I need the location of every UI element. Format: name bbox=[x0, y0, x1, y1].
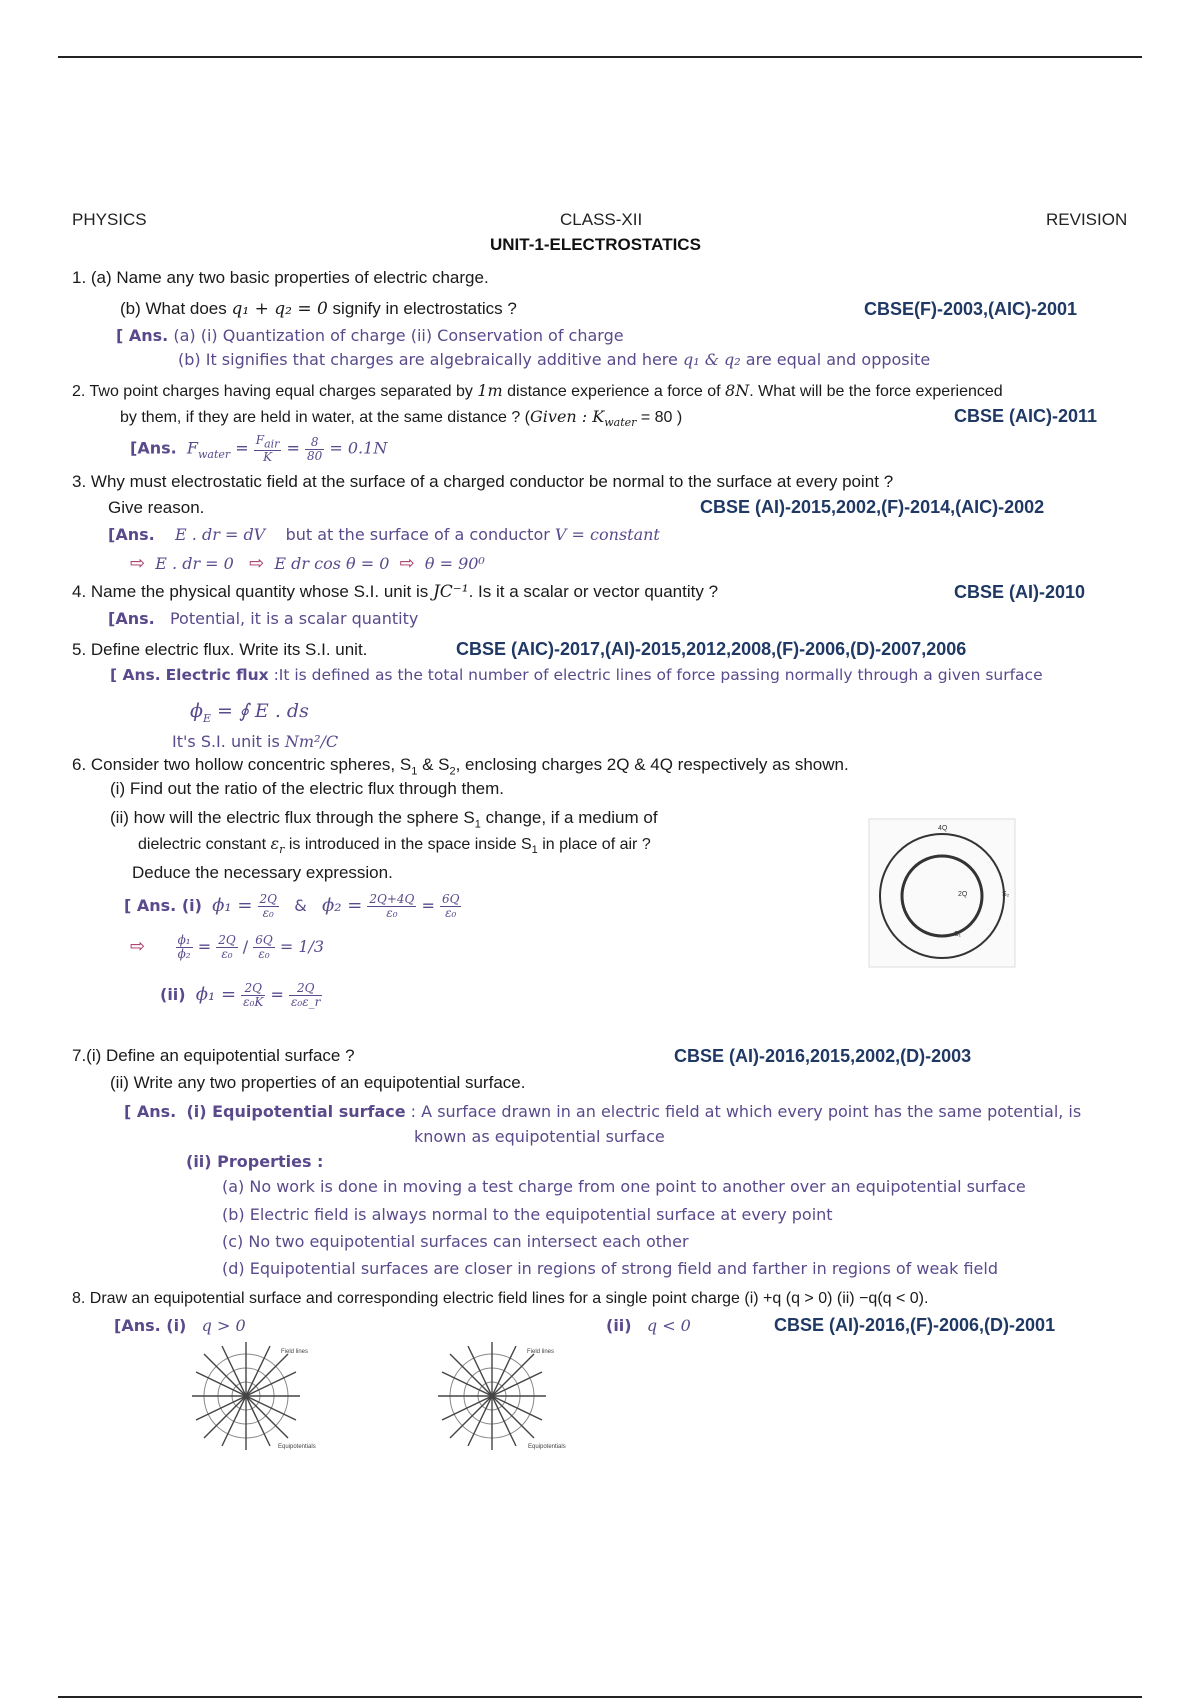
q6-ii1-sub: 1 bbox=[474, 818, 481, 831]
q8-question: 8. Draw an equipotential surface and corresponding electric field lines for a single point charge (i) +q (q > 0) (ii) −q(q < 0). bbox=[72, 1290, 929, 1307]
q7-ans-term: (i) Equipotential surface bbox=[186, 1102, 406, 1121]
field-lines-label: Field lines bbox=[281, 1349, 309, 1355]
q8-ii-label: (ii) bbox=[606, 1316, 632, 1335]
q6-frac-phi1-d: ε₀ bbox=[262, 906, 274, 920]
q6-frac-ii2-n: 2Q bbox=[289, 982, 322, 996]
q2-ref: CBSE (AIC)-2011 bbox=[954, 406, 1098, 426]
q3-ref: CBSE (AI)-2015,2002,(F)-2014,(AIC)-2002 bbox=[700, 497, 1045, 517]
q2-ans-f: F bbox=[186, 438, 198, 458]
q7-answer-i-line2: known as equipotential surface bbox=[414, 1127, 665, 1146]
q2-frac2 bbox=[305, 436, 324, 463]
q6-ii1-post: change, if a medium of bbox=[480, 808, 658, 827]
q1-b-pre: (b) What does bbox=[120, 299, 232, 318]
q6-ans-label: [ Ans. (i) bbox=[124, 896, 202, 915]
q2-frac1-n-sub: air bbox=[264, 437, 280, 451]
q5-phi: ϕ bbox=[190, 700, 203, 722]
q6-frac-ii2 bbox=[289, 982, 322, 1009]
q2-line2 bbox=[120, 407, 682, 429]
q2-l1-mid: distance experience a force of bbox=[502, 383, 726, 400]
q7-property-d: (d) Equipotential surfaces are closer in regions of strong field and farther in regions of weak field bbox=[222, 1259, 998, 1278]
q6-frac-phi1-n: 2Q bbox=[259, 892, 277, 906]
q7-property-a: (a) No work is done in moving a test charge from one point to another over an equipotential surface bbox=[222, 1177, 1026, 1196]
q5-ans-label: [ Ans. bbox=[110, 666, 161, 684]
equipotentials-label: Equipotentials bbox=[278, 1444, 316, 1450]
q2-l1-m2: 8N bbox=[725, 381, 750, 400]
q2-l2-sub: water bbox=[604, 416, 637, 430]
q6-deduce: Deduce the necessary expression. bbox=[132, 863, 393, 882]
q3-ans-label: [Ans. bbox=[108, 525, 155, 544]
q2-l1-m1: 1m bbox=[477, 381, 503, 400]
q5-formula bbox=[190, 700, 309, 725]
q5-unit-val: Nm²/C bbox=[284, 732, 339, 751]
q3-step2: E dr cos θ = 0 bbox=[274, 554, 390, 573]
q2-l1-post: . What will be the force experienced bbox=[749, 383, 1003, 400]
q2-line1 bbox=[72, 381, 1003, 401]
q3-step3: θ = 90⁰ bbox=[424, 554, 485, 573]
q6-answer-ratio: ⇨ $\frac{\text{ϕ₁}}{\text{ϕ₂}}$ = $\frac{2Q}{\text{ε₀}}$ / $\frac{6Q}{\text{ε₀}}$ = 1/3 bbox=[130, 933, 325, 961]
q6-ii2-pre: dielectric constant bbox=[138, 836, 271, 853]
q1-b-math: q₁ + q₂ = 0 bbox=[231, 299, 328, 319]
q5-formula-rest: = ∮ E . ds bbox=[210, 700, 309, 722]
q2-frac1-d: K bbox=[263, 450, 273, 465]
q6-result: = 1/3 bbox=[279, 937, 325, 956]
q1-part-a: 1. (a) Name any two basic properties of electric charge. bbox=[72, 268, 489, 287]
q7-answer-i-line1 bbox=[124, 1102, 1081, 1121]
q2-answer bbox=[130, 434, 387, 464]
q8-answer-ii bbox=[606, 1316, 691, 1335]
q7-properties-label: (ii) Properties : bbox=[186, 1152, 324, 1171]
q2-result: = 0.1N bbox=[329, 438, 388, 458]
q5-answer bbox=[110, 666, 1043, 684]
q1-ans-b-post: are equal and opposite bbox=[740, 350, 931, 369]
q5-question: 5. Define electric flux. Write its S.I. unit. bbox=[72, 640, 368, 659]
q1-ans-b-pre: (b) It signifies that charges are algebraically additive and here bbox=[178, 350, 683, 369]
q6-s2: 2 bbox=[449, 765, 456, 778]
q1-b-post: signify in electrostatics ? bbox=[327, 299, 517, 318]
q6-phi2: ϕ₂ = bbox=[322, 895, 363, 916]
q6-frac-6q bbox=[440, 893, 461, 920]
q2-ans-f-sub: water bbox=[197, 447, 231, 461]
q3-arrow-3: ⇨ bbox=[399, 553, 415, 574]
q5-ans-def: :It is defined as the total number of electric lines of force passing normally through a given surface bbox=[268, 666, 1043, 684]
q6-answer-ii: (ii) ϕ₁ = $\frac{2Q}{\text{ε₀K}}$ = $\frac{2Q}{\text{ε₀ε\_r}}$ bbox=[160, 981, 321, 1009]
s2-label: S₂ bbox=[1002, 891, 1010, 898]
q1-ans-b-math: q₁ & q₂ bbox=[682, 350, 741, 369]
q2-eq2: = bbox=[286, 438, 300, 458]
q7-ans-colon: : bbox=[405, 1102, 422, 1121]
q4-question bbox=[72, 582, 718, 602]
q1-ref: CBSE(F)-2003,(AIC)-2001 bbox=[864, 299, 1078, 319]
unit-title: UNIT-1-ELECTROSTATICS bbox=[490, 235, 701, 254]
q2-frac2-d: 80 bbox=[307, 448, 323, 463]
q2-ans-label: [Ans. bbox=[130, 438, 177, 458]
q1-ans-a-text: (a) (i) Quantization of charge (ii) Conservation of charge bbox=[173, 326, 624, 345]
q6-frac-r1-d: ε₀ bbox=[221, 947, 233, 961]
q2-l2-post: = 80 ) bbox=[636, 409, 683, 426]
subject-label: PHYSICS bbox=[72, 210, 147, 229]
q6-frac-6q-d: ε₀ bbox=[445, 906, 457, 920]
q6-answer-i: [ Ans. (i) ϕ₁ = $\frac{2Q}{\text{ε₀}}$ & ϕ₂ = $\frac{2Q+4Q}{\text{ε₀}}$ = $\frac{6Q}{\text{ε₀}}$ bbox=[124, 892, 460, 920]
q5-ans-term: Electric flux bbox=[165, 666, 269, 684]
q7-ans-label: [ Ans. bbox=[124, 1102, 177, 1121]
q6-frac-phi2-n: 2Q+4Q bbox=[369, 892, 415, 906]
q6-frac-phi1 bbox=[258, 893, 279, 920]
q6-l1-post: , enclosing charges 2Q & 4Q respectively as shown. bbox=[455, 755, 849, 774]
q3-arrow-1: ⇨ bbox=[130, 553, 146, 574]
q8-ans-label: [Ans. (i) bbox=[114, 1316, 187, 1335]
q3-answer-line1 bbox=[108, 525, 660, 544]
q3-arrow-2: ⇨ bbox=[249, 553, 265, 574]
q6-ii1-pre: (ii) how will the electric flux through the sphere S bbox=[110, 808, 475, 827]
q6-frac-ii1-d: ε₀K bbox=[243, 995, 264, 1009]
q8-i-math: q > 0 bbox=[201, 1316, 246, 1335]
revision-label: REVISION bbox=[1046, 210, 1128, 229]
q6-frac-r2-n: 6Q bbox=[255, 933, 273, 947]
q6-ii-label: (ii) bbox=[160, 985, 186, 1004]
q6-frac-6q-n: 6Q bbox=[441, 892, 460, 906]
q6-and: & bbox=[294, 896, 307, 915]
q6-ii2-math: ε bbox=[270, 834, 280, 853]
q6-phi1: ϕ₁ = bbox=[212, 895, 253, 916]
q6-frac-ratio-d: ϕ₂ bbox=[177, 947, 191, 961]
q7-ref: CBSE (AI)-2016,2015,2002,(D)-2003 bbox=[674, 1046, 972, 1066]
q4-post: . Is it a scalar or vector quantity ? bbox=[468, 582, 719, 601]
q4-ans-text: Potential, it is a scalar quantity bbox=[169, 609, 419, 628]
q6-frac-r1 bbox=[216, 934, 237, 961]
q5-phi-sub: E bbox=[202, 711, 211, 725]
q4-answer bbox=[108, 609, 418, 628]
q4-unit: JC⁻¹ bbox=[432, 582, 469, 602]
q6-line1 bbox=[72, 755, 849, 777]
q6-amp: & S bbox=[417, 755, 450, 774]
outer-charge-label: 4Q bbox=[938, 825, 948, 832]
field-lines-figure-negative bbox=[430, 1336, 590, 1454]
q6-ii2-sub2: 1 bbox=[531, 844, 538, 857]
q7-part-ii: (ii) Write any two properties of an equipotential surface. bbox=[110, 1073, 526, 1092]
s1-label: S₁ bbox=[954, 931, 962, 938]
q2-eq1: = bbox=[235, 438, 249, 458]
q3-answer-line2 bbox=[130, 553, 485, 574]
q8-ref: CBSE (AI)-2016,(F)-2006,(D)-2001 bbox=[774, 1315, 1056, 1335]
inner-charge-label: 2Q bbox=[958, 891, 968, 898]
q3-ans-text: but at the surface of a conductor bbox=[285, 525, 555, 544]
q3-line1: 3. Why must electrostatic field at the surface of a charged conductor be normal to the surface at every point ? bbox=[72, 472, 894, 491]
equipotentials-label: Equipotentials bbox=[528, 1444, 566, 1450]
diagram-frame bbox=[869, 819, 1015, 967]
q6-part-ii-line1 bbox=[110, 808, 658, 830]
class-label: CLASS-XII bbox=[560, 210, 643, 229]
q6-frac-phi2-d: ε₀ bbox=[386, 906, 398, 920]
q2-frac1 bbox=[254, 434, 282, 464]
q3-ans-eq1: E . dr = dV bbox=[175, 525, 266, 544]
concentric-spheres-diagram bbox=[868, 818, 1016, 968]
q6-frac-ii1-n: 2Q bbox=[241, 982, 265, 996]
q6-s1: 1 bbox=[411, 765, 418, 778]
q6-l1-pre: 6. Consider two hollow concentric spheres, S bbox=[72, 755, 412, 774]
q2-l2-math: Given : K bbox=[530, 407, 605, 426]
field-lines-label: Field lines bbox=[527, 1349, 555, 1355]
q6-ii2-mid: is introduced in the space inside S bbox=[284, 836, 532, 853]
q2-frac2-n: 8 bbox=[305, 436, 324, 450]
q8-ii-math: q < 0 bbox=[646, 1316, 691, 1335]
q6-ii2-sub: r bbox=[279, 843, 285, 857]
q7-part-i: 7.(i) Define an equipotential surface ? bbox=[72, 1046, 355, 1065]
q4-ans-label: [Ans. bbox=[108, 609, 155, 628]
q2-frac1-n: F bbox=[255, 433, 265, 447]
q7-property-b: (b) Electric field is always normal to the equipotential surface at every point bbox=[222, 1205, 833, 1224]
q8-answer-i bbox=[114, 1316, 246, 1335]
q5-unit bbox=[172, 732, 338, 751]
q5-ref: CBSE (AIC)-2017,(AI)-2015,2012,2008,(F)-2006,(D)-2007,2006 bbox=[456, 639, 967, 659]
q1-part-b bbox=[120, 299, 517, 319]
q6-arrow: ⇨ bbox=[130, 936, 146, 957]
q6-part-ii-line2 bbox=[138, 834, 651, 856]
q2-l1-pre: 2. Two point charges having equal charges separated by bbox=[72, 383, 478, 400]
q6-ii-phi1: ϕ₁ = bbox=[195, 984, 237, 1005]
q4-pre: 4. Name the physical quantity whose S.I. unit is bbox=[72, 582, 433, 601]
q1-answer-b bbox=[178, 350, 930, 369]
q5-unit-pre: It's S.I. unit is bbox=[172, 732, 285, 751]
q4-ref: CBSE (AI)-2010 bbox=[954, 582, 1086, 602]
q2-l2-pre: by them, if they are held in water, at the same distance ? ( bbox=[120, 409, 530, 426]
field-lines-figure-positive bbox=[186, 1336, 336, 1454]
q6-part-i: (i) Find out the ratio of the electric flux through them. bbox=[110, 779, 505, 798]
q3-ans-const: V = constant bbox=[554, 525, 660, 544]
q6-frac-phi2 bbox=[367, 893, 416, 920]
q6-slash: / bbox=[242, 937, 249, 956]
q6-frac-r2-d: ε₀ bbox=[258, 947, 270, 961]
q3-step1: E . dr = 0 bbox=[155, 554, 234, 573]
q6-frac-ii1 bbox=[241, 982, 265, 1009]
q6-frac-ratio bbox=[176, 934, 193, 961]
q6-frac-ratio-n: ϕ₁ bbox=[177, 933, 191, 947]
q6-frac-ii2-d: ε₀ε_r bbox=[290, 995, 321, 1009]
q3-line2: Give reason. bbox=[108, 498, 205, 517]
q7-ans-def1: A surface drawn in an electric field at which every point has the same potential, is bbox=[421, 1102, 1082, 1121]
q1-answer-a bbox=[116, 326, 624, 345]
q6-frac-r2 bbox=[253, 934, 274, 961]
bottom-rule bbox=[58, 1696, 1142, 1698]
q7-property-c: (c) No two equipotential surfaces can intersect each other bbox=[222, 1232, 689, 1251]
q6-frac-r1-n: 2Q bbox=[218, 933, 236, 947]
q6-ii2-post: in place of air ? bbox=[537, 836, 651, 853]
q1-ans-label: [ Ans. bbox=[116, 326, 169, 345]
top-rule bbox=[58, 56, 1142, 58]
